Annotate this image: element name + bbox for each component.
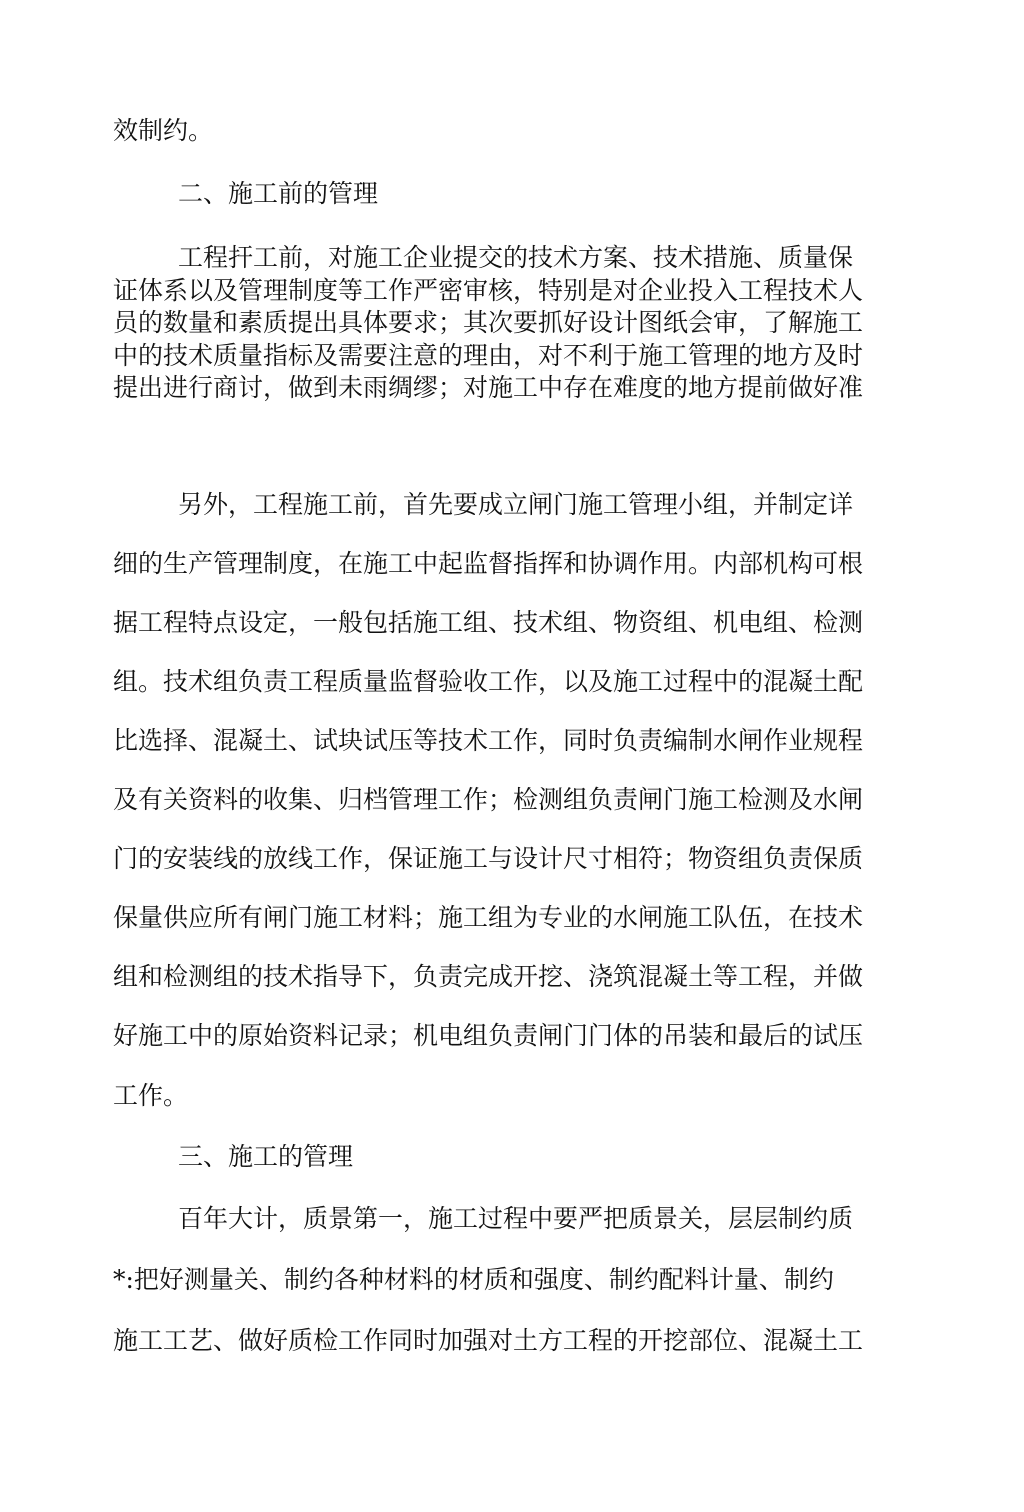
paragraph-line: 效制约。 — [113, 116, 214, 145]
paragraph-line: 工作。 — [113, 1081, 189, 1110]
paragraph-line: 组。技术组负责工程质量监督验收工作，以及施工过程中的混凝土配 — [113, 667, 864, 696]
paragraph-line: 比选择、混凝土、试块试压等技术工作，同时负责编制水闸作业规程 — [113, 726, 864, 755]
paragraph-line: 好施工中的原始资料记录；机电组负责闸门门体的吊装和最后的试压 — [113, 1021, 864, 1050]
section-heading: 三、施工的管理 — [178, 1142, 354, 1171]
paragraph-line: 门的安装线的放线工作，保证施工与设计尺寸相符；物资组负责保质 — [113, 844, 864, 873]
paragraph-line: 保量供应所有闸门施工材料；施工组为专业的水闸施工队伍，在技术 — [113, 903, 864, 932]
paragraph-line: 工程扞工前，对施工企业提交的技术方案、技术措施、质量保 — [178, 243, 854, 272]
paragraph-line: 证体系以及管理制度等工作严密审核，特别是对企业投入工程技术人 — [113, 276, 864, 305]
paragraph-line: 提出进行商讨，做到未雨绸缪；对施工中存在难度的地方提前做好准 — [113, 373, 864, 402]
paragraph-line: 另外，工程施工前，首先要成立闸门施工管理小组，并制定详 — [178, 490, 854, 519]
paragraph-line: 据工程特点设定，一般包括施工组、技术组、物资组、机电组、检测 — [113, 608, 864, 637]
paragraph-line: 施工工艺、做好质检工作同时加强对土方工程的开挖部位、混凝土工 — [113, 1326, 864, 1355]
paragraph-line: 及有关资料的收集、归档管理工作；检测组负责闸门施工检测及水闸 — [113, 785, 864, 814]
paragraph-line: 细的生产管理制度，在施工中起监督指挥和协调作用。内部机构可根 — [113, 549, 864, 578]
paragraph-line: 员的数量和素质提出具体要求；其次要抓好设计图纸会审，了解施工 — [113, 308, 864, 337]
paragraph-line: 组和检测组的技术指导下，负责完成开挖、浇筑混凝土等工程，并做 — [113, 962, 864, 991]
paragraph-line: 百年大计，质景第一，施工过程中要严把质景关，层层制约质 — [178, 1204, 854, 1233]
paragraph-line: *:把好测量关、制约各种材料的材质和强度、制约配料计量、制约 — [113, 1265, 834, 1294]
paragraph-line: 中的技术质量指标及需要注意的理由，对不利于施工管理的地方及时 — [113, 341, 864, 370]
section-heading: 二、施工前的管理 — [178, 179, 379, 208]
